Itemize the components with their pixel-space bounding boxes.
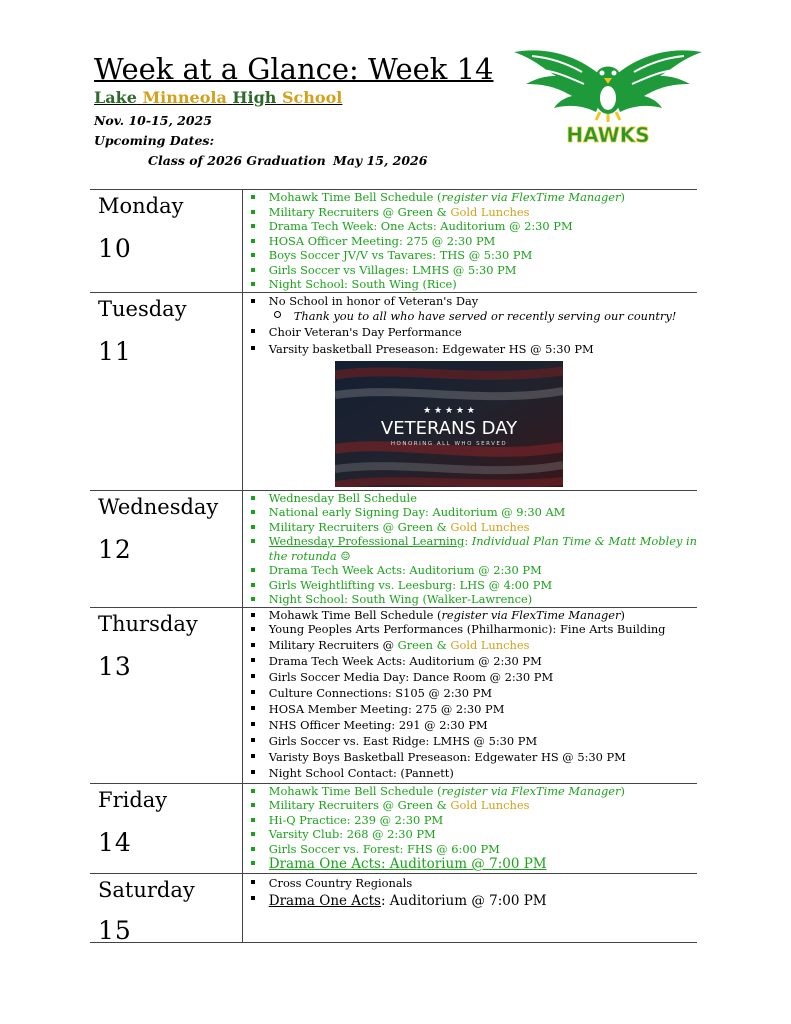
list-item: No School in honor of Veteran's Day bbox=[248, 294, 697, 309]
graduation-label: Class of 2026 Graduation bbox=[148, 153, 326, 168]
day-name: Saturday bbox=[98, 878, 195, 902]
list-item: Night School: South Wing (Rice) bbox=[248, 277, 697, 292]
list-item: Varsity basketball Preseason: Edgewater HS @ 5:30 PM bbox=[248, 341, 697, 358]
list-item: Military Recruiters @ Green & Gold Lunches bbox=[248, 638, 697, 654]
list-item: Drama One Acts: Auditorium @ 7:00 PM bbox=[248, 891, 697, 911]
week-dates: Nov. 10-15, 2025 bbox=[94, 113, 212, 128]
list-item: Girls Soccer Media Day: Dance Room @ 2:30 PM bbox=[248, 669, 697, 685]
day-number: 12 bbox=[98, 534, 132, 564]
list-item: Night School: South Wing (Walker-Lawrence) bbox=[248, 592, 697, 607]
upcoming-dates-label: Upcoming Dates: bbox=[94, 133, 215, 148]
list-item: Military Recruiters @ Green & Gold Lunches bbox=[248, 798, 697, 813]
day-name: Friday bbox=[98, 787, 168, 812]
svg-text:HONORING ALL WHO SERVED: HONORING ALL WHO SERVED bbox=[390, 441, 508, 447]
week-schedule-table bbox=[90, 189, 697, 943]
list-item: Hi-Q Practice: 239 @ 2:30 PM bbox=[248, 813, 697, 828]
day-name: Monday bbox=[98, 194, 184, 218]
list-item: Drama Tech Week Acts: Auditorium @ 2:30 PM bbox=[248, 653, 697, 669]
day-row-thursday bbox=[90, 607, 697, 783]
list-item: Mohawk Time Bell Schedule (register via FlexTime Manager) bbox=[248, 608, 697, 623]
list-item: HOSA Officer Meeting: 275 @ 2:30 PM bbox=[248, 234, 697, 249]
list-item: National early Signing Day: Auditorium @ 9:30 AM bbox=[248, 505, 697, 520]
day-name: Thursday bbox=[98, 611, 198, 636]
graduation-date: May 15, 2026 bbox=[333, 153, 428, 168]
hawk-mascot-icon bbox=[512, 42, 704, 148]
list-item: Thank you to all who have served or recently serving our country! bbox=[248, 308, 697, 324]
day-number: 10 bbox=[98, 234, 132, 263]
list-item: Young Peoples Arts Performances (Philharmonic): Fine Arts Building bbox=[248, 622, 697, 638]
list-item: Military Recruiters @ Green & Gold Lunches bbox=[248, 205, 697, 220]
list-item: Girls Soccer vs. East Ridge: LMHS @ 5:30 PM bbox=[248, 733, 697, 749]
list-item: Night School Contact: (Pannett) bbox=[248, 765, 697, 781]
svg-text:★ ★ ★ ★ ★: ★ ★ ★ ★ ★ bbox=[423, 406, 475, 416]
list-item: Varsity Club: 268 @ 2:30 PM bbox=[248, 827, 697, 842]
day-row-saturday bbox=[90, 874, 697, 943]
list-item: Mohawk Time Bell Schedule (register via FlexTime Manager) bbox=[248, 190, 697, 205]
list-item: Drama Tech Week: One Acts: Auditorium @ 2:30 PM bbox=[248, 219, 697, 234]
day-row-monday bbox=[90, 190, 697, 293]
list-item: Wednesday Professional Learning: Individual Plan Time & Matt Mobley in the rotunda ☺ bbox=[248, 534, 697, 563]
list-item: Culture Connections: S105 @ 2:30 PM bbox=[248, 685, 697, 701]
school-name: Lake Minneola High School bbox=[94, 88, 343, 107]
smiley-icon: ☺ bbox=[340, 548, 351, 563]
day-number: 14 bbox=[98, 827, 132, 857]
list-item: Drama Tech Week Acts: Auditorium @ 2:30 PM bbox=[248, 563, 697, 578]
day-number: 11 bbox=[98, 336, 132, 366]
day-name: Wednesday bbox=[98, 494, 219, 519]
day-row-friday bbox=[90, 783, 697, 874]
list-item: Varisty Boys Basketball Preseason: Edgewater HS @ 5:30 PM bbox=[248, 749, 697, 765]
list-item: NHS Officer Meeting: 291 @ 2:30 PM bbox=[248, 717, 697, 733]
list-item: Boys Soccer JV/V vs Tavares: THS @ 5:30 PM bbox=[248, 248, 697, 263]
list-item: Wednesday Bell Schedule bbox=[248, 491, 697, 506]
list-item: Girls Weightlifting vs. Leesburg: LHS @ 4:00 PM bbox=[248, 578, 697, 593]
veterans-day-banner bbox=[335, 361, 563, 487]
page-title: Week at a Glance: Week 14 bbox=[94, 52, 494, 86]
list-item: HOSA Member Meeting: 275 @ 2:30 PM bbox=[248, 701, 697, 717]
list-item: Choir Veteran's Day Performance bbox=[248, 324, 697, 341]
list-item: Military Recruiters @ Green & Gold Lunches bbox=[248, 520, 697, 535]
list-item: Cross Country Regionals bbox=[248, 875, 697, 891]
svg-text:HAWKS: HAWKS bbox=[566, 123, 650, 147]
list-item: Girls Soccer vs Villages: LMHS @ 5:30 PM bbox=[248, 263, 697, 278]
day-row-wednesday bbox=[90, 490, 697, 607]
list-item: Girls Soccer vs. Forest: FHS @ 6:00 PM bbox=[248, 842, 697, 857]
day-number: 13 bbox=[98, 651, 132, 681]
list-item: Mohawk Time Bell Schedule (register via FlexTime Manager) bbox=[248, 784, 697, 799]
list-item: Drama One Acts: Auditorium @ 7:00 PM bbox=[248, 856, 697, 873]
day-number: 15 bbox=[98, 916, 132, 945]
svg-text:VETERANS DAY: VETERANS DAY bbox=[380, 418, 518, 439]
day-name: Tuesday bbox=[98, 296, 187, 321]
